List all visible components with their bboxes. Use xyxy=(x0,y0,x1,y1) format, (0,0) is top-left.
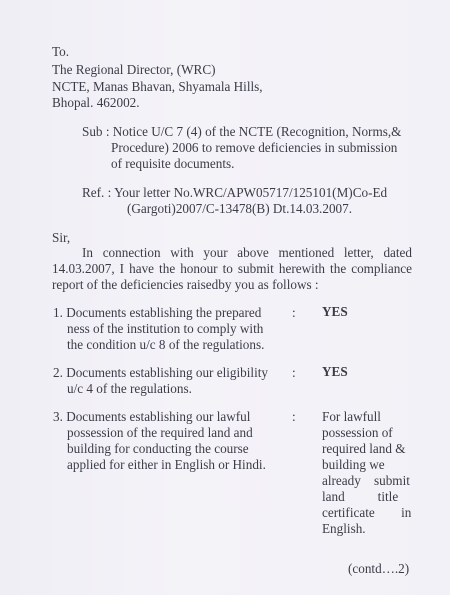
item-2-colon: : xyxy=(292,365,296,380)
address-line-3: Bhopal. 462002. xyxy=(52,95,140,110)
item-3-line-4: applied for either in English or Hindi. xyxy=(67,457,266,472)
intro-paragraph-second-line xyxy=(52,261,412,277)
item-3-response-line-7: certificate in xyxy=(322,505,412,520)
subject-line-1: Sub : Notice U/C 7 (4) of the NCTE (Recognition, Norms,& xyxy=(82,124,402,139)
item-3-response-line-2: possession of xyxy=(322,425,393,440)
subject-line-3: of requisite documents. xyxy=(111,156,235,171)
item-1-line-2: ness of the institution to comply with xyxy=(67,321,264,336)
item-3-response-line-6: land title xyxy=(322,489,399,504)
address-line-2: NCTE, Manas Bhavan, Shyamala Hills, xyxy=(52,79,263,94)
intro-paragraph-first-line xyxy=(82,245,412,261)
item-2-line-2: u/c 4 of the regulations. xyxy=(67,381,192,396)
item-2-response: YES xyxy=(322,364,348,379)
item-1-colon: : xyxy=(292,305,296,320)
intro-line-2: 14.03.2007, I have the honour to submit herewith the compliance xyxy=(52,261,412,276)
continued-footer: (contd….2) xyxy=(348,561,410,576)
item-3-response-line-3: required land & xyxy=(322,441,406,456)
item-3-line-2: possession of the required land and xyxy=(67,425,253,440)
address-line-1: The Regional Director, (WRC) xyxy=(52,62,216,77)
item-2-line-1: 2. Documents establishing our eligibility xyxy=(53,365,269,380)
item-3-colon: : xyxy=(292,409,296,424)
item-3-response-line-4: building we xyxy=(322,457,385,472)
item-1-response: YES xyxy=(322,304,348,319)
intro-line-1: In connection with your above mentioned letter, dated xyxy=(82,245,412,260)
item-3-line-3: building for conducting the course xyxy=(67,441,249,456)
item-1-line-1: 1. Documents establishing the prepared xyxy=(53,305,262,320)
reference-line-2: (Gargoti)2007/C-13478(B) Dt.14.03.2007. xyxy=(127,201,353,216)
item-3-line-1: 3. Documents establishing our lawful xyxy=(53,409,251,424)
subject-line-2: Procedure) 2006 to remove deficiencies in submission xyxy=(111,140,398,155)
item-3-response-line-1: For lawfull xyxy=(322,409,381,424)
item-1-line-3: the condition u/c 8 of the regulations. xyxy=(67,337,265,352)
salutation: Sir, xyxy=(52,230,71,245)
item-3-response-line-8: English. xyxy=(322,521,366,536)
reference-line-1: Ref. : Your letter No.WRC/APW05717/125101(M)Co-Ed xyxy=(82,185,388,200)
intro-line-3: report of the deficiencies raisedby you as follows : xyxy=(52,277,319,292)
address-to: To. xyxy=(52,44,70,59)
item-3-response-line-5: already submit xyxy=(322,473,410,488)
